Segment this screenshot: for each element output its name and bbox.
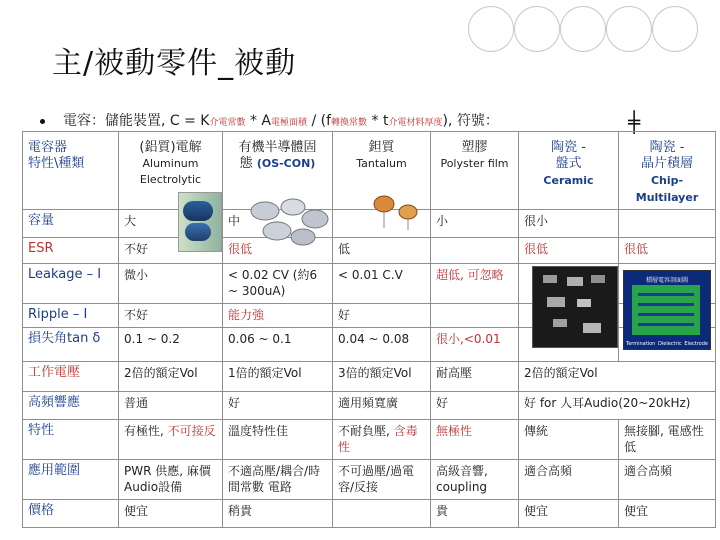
header-mlcc-zh1: 陶瓷 - — [649, 140, 685, 155]
price-ceramic: 便宜 — [519, 500, 619, 528]
app-polyester: 高級音響, coupling — [431, 460, 519, 500]
voltage-polyester: 耐高壓 — [431, 362, 519, 392]
ripple-oscon: 能力強 — [223, 304, 333, 328]
ripple-aluminum: 不好 — [119, 304, 223, 328]
header-tantalum-en: Tantalum — [356, 157, 407, 170]
formula-mid3: * t — [367, 113, 389, 129]
mlcc-termination-label: Termination — [626, 341, 656, 347]
header-aluminum-en2: Electrolytic — [139, 173, 202, 186]
header-ceramic-disc — [519, 132, 619, 210]
formula-mid2: / (f — [307, 113, 332, 129]
header-oscon-zh1: 有機半導體固 — [238, 140, 317, 155]
app-aluminum: PWR 供應, 麻價Audio設備 — [119, 460, 223, 500]
voltage-tantalum: 3倍的額定Vol — [333, 362, 431, 392]
row-label-ripple: Ripple – I — [23, 304, 119, 328]
voltage-oscon: 1倍的額定Vol — [223, 362, 333, 392]
header-mlcc-zh2: 晶片積層 — [640, 156, 693, 171]
capacitor-can-shape — [185, 223, 211, 241]
capacity-oscon: 中 — [223, 210, 333, 238]
char-tantalum: 不耐負壓, 含毒性 — [333, 420, 431, 460]
mlcc-diagram-title: 積層電容剖面圖 — [645, 277, 688, 284]
header-aluminum-en1: Aluminum — [142, 157, 199, 170]
header-polyester-zh: 塑膠 — [461, 140, 488, 155]
esr-ceramic: 很低 — [519, 238, 619, 264]
hf-aluminum: 普通 — [119, 392, 223, 420]
header-ceramic-zh2: 盤式 — [555, 156, 582, 171]
formula-prefix: 電容：儲能裝置, C = K — [63, 113, 210, 129]
header-label-line1: 電容器 — [28, 140, 68, 155]
title-decor-circle-4 — [606, 6, 652, 52]
table-row — [23, 420, 716, 460]
table-row — [23, 500, 716, 528]
app-tantalum: 不可過壓/過電容/反接 — [333, 460, 431, 500]
slide-title: 主/被動零件_被動 — [52, 46, 297, 81]
loss-aluminum: 0.1 ~ 0.2 — [119, 328, 223, 362]
row-label-esr: ESR — [23, 238, 119, 264]
formula-f-sub: 轉換常數 — [331, 118, 368, 128]
esr-oscon: 很低 — [223, 238, 333, 264]
formula-t-sub: 介電材料厚度 — [388, 118, 443, 128]
title-decor-circle-5 — [652, 6, 698, 52]
formula-suffix: ), 符號： — [442, 113, 499, 129]
row-label-leakage: Leakage – I — [23, 264, 119, 304]
price-polyester: 貴 — [431, 500, 519, 528]
esr-polyester — [431, 238, 519, 264]
voltage-ceramic-mlcc: 2倍的額定Vol — [519, 362, 716, 392]
capacity-mlcc — [619, 210, 716, 238]
row-label-application: 應用範圍 — [23, 460, 119, 500]
formula-k-sub: 介電常數 — [209, 118, 246, 128]
row-label-loss-tangent: 損失角tan δ — [23, 328, 119, 362]
hf-oscon: 好 — [223, 392, 333, 420]
mlcc-body — [632, 285, 700, 335]
formula-mid1: * A — [245, 113, 271, 129]
loss-oscon: 0.06 ~ 0.1 — [223, 328, 333, 362]
char-polyester: 無極性 — [431, 420, 519, 460]
char-aluminum: 有極性, 不可接反 — [119, 420, 223, 460]
header-aluminum-zh: (鋁質)電解 — [139, 140, 202, 155]
header-polyester — [431, 132, 519, 210]
hf-ceramic-mlcc: 好 for 人耳Audio(20~20kHz) — [519, 392, 716, 420]
header-polyester-en: Polyster film — [440, 157, 509, 170]
price-mlcc: 便宜 — [619, 500, 716, 528]
row-label-characteristic: 特性 — [23, 420, 119, 460]
mlcc-layer — [638, 303, 694, 306]
capacity-aluminum: 大 — [119, 210, 223, 238]
capacitor-symbol-icon: ╪ — [628, 110, 641, 134]
capacitance-formula-bullet — [40, 110, 499, 130]
ceramic-chip-photo — [532, 266, 618, 348]
price-aluminum: 便宜 — [119, 500, 223, 528]
tantalum-capacitor-photo — [362, 190, 432, 230]
capacitor-can-shape — [183, 201, 213, 221]
app-oscon: 不適高壓/耦合/時間常數 電路 — [223, 460, 333, 500]
char-oscon: 溫度特性佳 — [223, 420, 333, 460]
app-mlcc: 適合高頻 — [619, 460, 716, 500]
ripple-polyester — [431, 304, 519, 328]
formula-a-sub: 電極面積 — [271, 118, 308, 128]
row-label-price: 價格 — [23, 500, 119, 528]
esr-tantalum: 低 — [333, 238, 431, 264]
esr-aluminum: 不好 — [119, 238, 223, 264]
char-mlcc: 無接腳, 電感性低 — [619, 420, 716, 460]
price-tantalum — [333, 500, 431, 528]
header-ceramic-en: Ceramic — [543, 174, 594, 187]
char-ceramic: 傳統 — [519, 420, 619, 460]
header-tantalum-zh: 鉭質 — [368, 140, 395, 155]
hf-polyester: 好 — [431, 392, 519, 420]
loss-tantalum: 0.04 ~ 0.08 — [333, 328, 431, 362]
row-label-hf-response: 高頻響應 — [23, 392, 119, 420]
row-label-capacity: 容量 — [23, 210, 119, 238]
mlcc-dielectric-label: Dielectric — [658, 341, 682, 347]
leakage-oscon: < 0.02 CV (約6 ~ 300uA) — [223, 264, 333, 304]
header-chip-multilayer — [619, 132, 716, 210]
header-label-cell — [23, 132, 119, 210]
loss-polyester: 很小,<0.01 — [431, 328, 519, 362]
esr-mlcc: 很低 — [619, 238, 716, 264]
header-label-line2: 特性\種類 — [28, 156, 85, 171]
mlcc-diagram-labels — [626, 341, 708, 347]
mlcc-layer — [638, 293, 694, 296]
capacity-ceramic: 很小 — [519, 210, 619, 238]
app-ceramic: 適合高頻 — [519, 460, 619, 500]
leakage-polyester: 超低, 可忽略 — [431, 264, 519, 304]
mlcc-layer — [638, 313, 694, 316]
title-decor-circle-2 — [514, 6, 560, 52]
header-ceramic-zh1: 陶瓷 - — [551, 140, 586, 155]
table-row — [23, 238, 716, 264]
bullet-dot-icon — [40, 119, 45, 124]
table-row — [23, 362, 716, 392]
table-row — [23, 460, 716, 500]
leakage-aluminum: 微小 — [119, 264, 223, 304]
aluminum-capacitor-photo — [178, 192, 222, 252]
title-decor-circle-1 — [468, 6, 514, 52]
leakage-tantalum: < 0.01 C.V — [333, 264, 431, 304]
table-row — [23, 392, 716, 420]
ripple-tantalum: 好 — [333, 304, 431, 328]
price-oscon: 稍貴 — [223, 500, 333, 528]
mlcc-electrode-label: Electrode — [684, 341, 708, 347]
oscon-capacitor-photo — [245, 195, 331, 247]
mlcc-cross-section-diagram — [623, 270, 711, 350]
header-mlcc-en: Chip-Multilayer — [635, 174, 699, 204]
voltage-aluminum: 2倍的額定Vol — [119, 362, 223, 392]
hf-tantalum: 適用頻寬廣 — [333, 392, 431, 420]
row-label-voltage: 工作電壓 — [23, 362, 119, 392]
title-decor-circle-3 — [560, 6, 606, 52]
mlcc-layer — [638, 323, 694, 326]
capacity-polyester: 小 — [431, 210, 519, 238]
header-oscon-zh2: 態 (OS-CON) — [239, 156, 316, 171]
